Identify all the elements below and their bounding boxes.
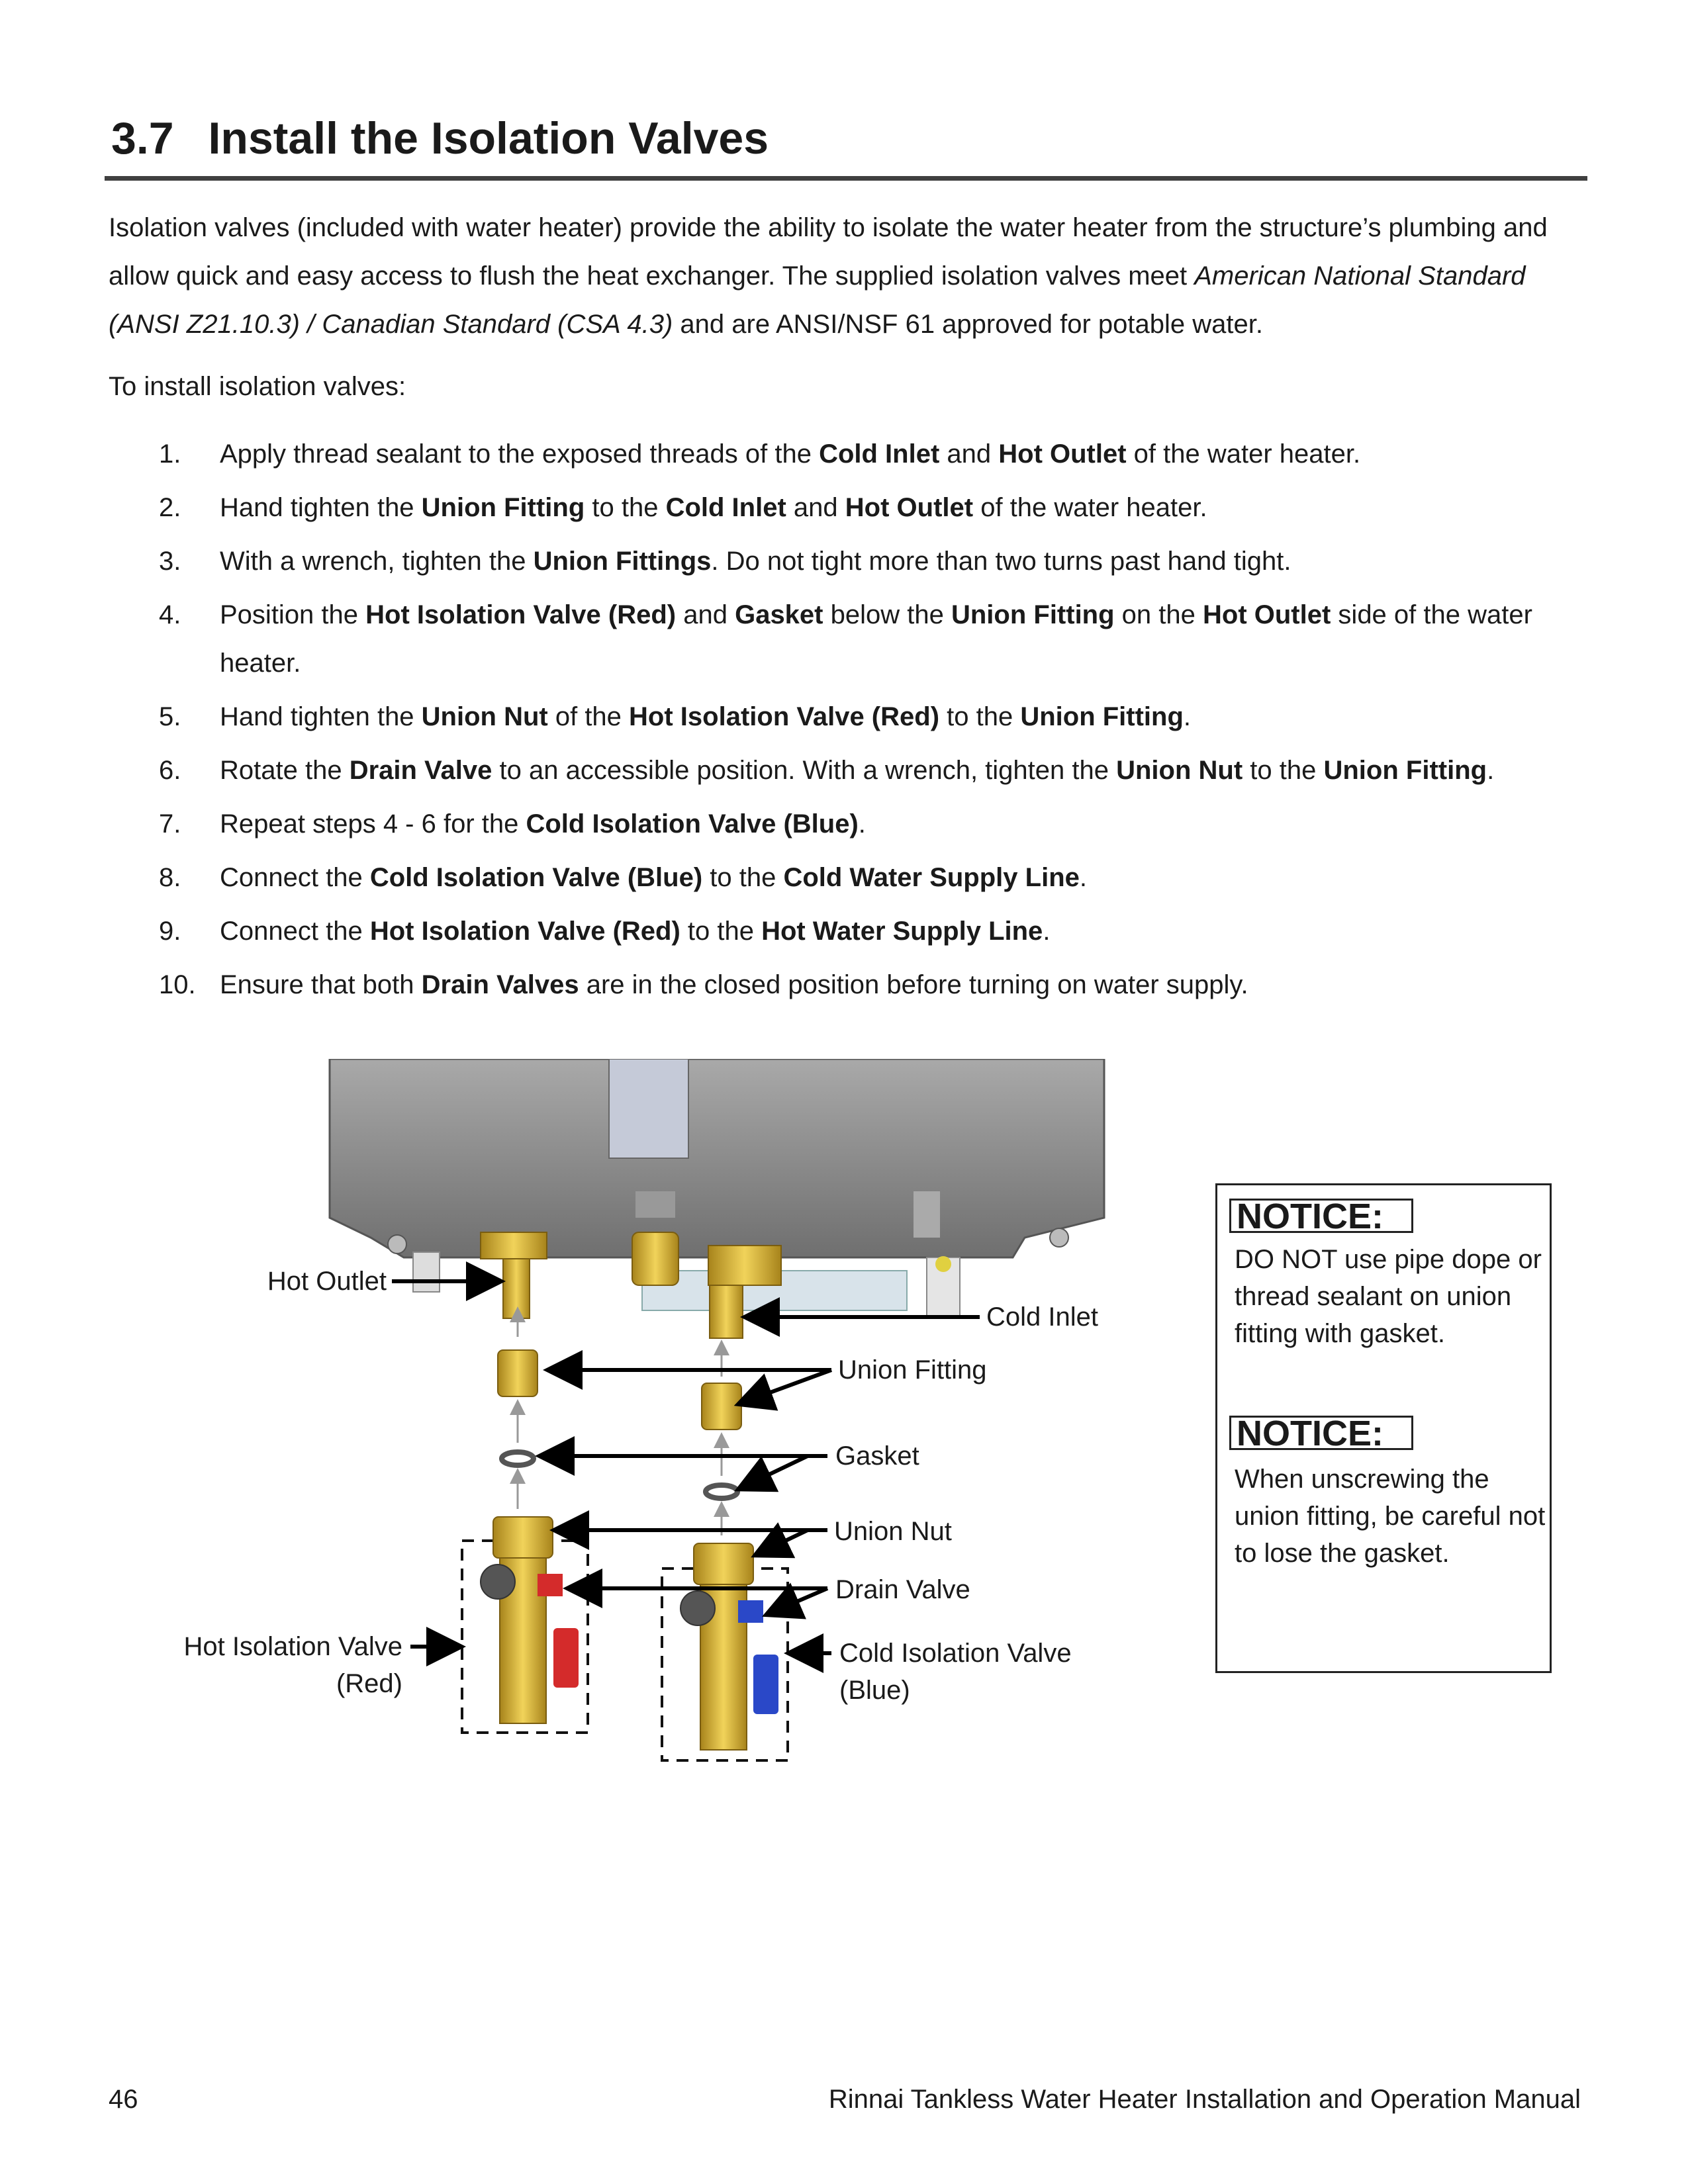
page-number: 46 xyxy=(109,2085,138,2114)
step-number: 5. xyxy=(159,702,181,731)
step-term: Union Nut xyxy=(421,702,548,731)
step-term: Hot Water Supply Line xyxy=(761,917,1043,946)
hot-valve-label-line2: (Red) xyxy=(336,1669,402,1698)
cold-valve-label-line1: Cold Isolation Valve xyxy=(839,1639,1072,1668)
step-term: Union Fitting xyxy=(421,493,585,522)
union-fitting-label: Union Fitting xyxy=(838,1355,987,1385)
step-item xyxy=(109,537,1591,586)
section-title: Install the Isolation Valves xyxy=(208,113,769,163)
step-text: With a wrench, tighten the xyxy=(220,547,534,576)
center-connection xyxy=(632,1232,679,1285)
step-text: . xyxy=(1487,756,1495,785)
step-text: of the water heater. xyxy=(1126,439,1361,469)
step-text: to the xyxy=(585,493,666,522)
step-term: Hot Isolation Valve (Red) xyxy=(629,702,940,731)
step-text: Ensure that both xyxy=(220,970,422,999)
notice-heading-2: NOTICE: xyxy=(1229,1416,1413,1450)
gasket-label: Gasket xyxy=(835,1441,919,1471)
step-number: 10. xyxy=(159,970,196,999)
hot-outlet-connection xyxy=(481,1232,547,1318)
step-term: Hot Isolation Valve (Red) xyxy=(369,917,680,946)
step-item xyxy=(109,907,1591,956)
step-text: of the xyxy=(547,702,630,731)
step-number: 7. xyxy=(159,809,181,839)
step-text: and xyxy=(676,600,735,629)
drain-valve-arrow-cold xyxy=(769,1588,827,1614)
step-text: Position the xyxy=(220,600,366,629)
step-term: Hot Outlet xyxy=(845,493,974,522)
step-number: 4. xyxy=(159,600,181,629)
intro-text-1: Isolation valves (included with water heater) provide the ability to isolate the water heater from the structure’s plumbing and allow quick and easy access to flush the heat exchanger. The supplied isolation valves meet xyxy=(109,213,1548,291)
step-text: Rotate the xyxy=(220,756,350,785)
step-term: Union Fitting xyxy=(951,600,1115,629)
step-term: Cold Isolation Valve (Blue) xyxy=(369,863,703,892)
step-text: are in the closed position before turning on water supply. xyxy=(579,970,1248,999)
step-text: . Do not tight more than two turns past hand tight. xyxy=(711,547,1291,576)
step-item xyxy=(109,693,1591,741)
hot-isolation-valve xyxy=(462,1517,588,1733)
steps-lead: To install isolation valves: xyxy=(109,372,406,401)
notice-text-2: When unscrewing the union fitting, be careful not to lose the gasket. xyxy=(1235,1465,1546,1568)
cold-inlet-label: Cold Inlet xyxy=(986,1302,1098,1332)
step-item xyxy=(109,800,1591,848)
step-text: Hand tighten the xyxy=(220,702,422,731)
drain-valve-label: Drain Valve xyxy=(835,1575,970,1604)
union-nut-label: Union Nut xyxy=(834,1517,952,1546)
step-number: 6. xyxy=(159,756,181,785)
step-term: Union Fitting xyxy=(1020,702,1184,731)
step-text: to the xyxy=(702,863,784,892)
cold-gasket xyxy=(706,1485,737,1498)
step-number: 3. xyxy=(159,547,181,576)
union-fitting-arrow-cold xyxy=(741,1370,831,1403)
notice-box xyxy=(1215,1183,1552,1673)
step-item xyxy=(109,961,1591,1009)
step-text: . xyxy=(858,809,866,839)
notice-text-1: DO NOT use pipe dope or thread sealant on union fitting with gasket. xyxy=(1235,1245,1542,1348)
step-number: 8. xyxy=(159,863,181,892)
step-term: Cold Inlet xyxy=(819,439,940,469)
step-text: and xyxy=(786,493,845,522)
intro-text-2: and are ANSI/NSF 61 approved for potable water. xyxy=(673,310,1263,339)
step-text: on the xyxy=(1114,600,1203,629)
step-item xyxy=(109,484,1591,532)
step-item xyxy=(109,747,1591,795)
step-text: and xyxy=(939,439,999,469)
step-text: Connect the xyxy=(220,863,370,892)
cold-isolation-valve xyxy=(662,1543,788,1760)
step-text: Connect the xyxy=(220,917,370,946)
step-text: to the xyxy=(1243,756,1324,785)
step-text: Hand tighten the xyxy=(220,493,422,522)
step-text: Apply thread sealant to the exposed threads of the xyxy=(220,439,820,469)
hot-outlet-label: Hot Outlet xyxy=(267,1267,387,1296)
gasket-arrow-cold xyxy=(741,1456,808,1488)
step-term: Union Nut xyxy=(1116,756,1243,785)
intro-standard: American National Standard (ANSI Z21.10.3) / Canadian Standard (CSA 4.3) xyxy=(109,261,1526,339)
step-text: . xyxy=(1079,863,1087,892)
step-text: . xyxy=(1183,702,1192,731)
step-item xyxy=(109,430,1591,478)
install-steps-list xyxy=(109,430,1591,1015)
step-text: to the xyxy=(680,917,762,946)
step-term: Drain Valves xyxy=(421,970,579,999)
step-item xyxy=(109,854,1591,902)
step-term: Hot Outlet xyxy=(1203,600,1331,629)
step-text: to an accessible position. With a wrench, tighten the xyxy=(492,756,1117,785)
hot-gasket xyxy=(502,1452,534,1465)
step-text: to the xyxy=(939,702,1021,731)
step-number: 1. xyxy=(159,439,181,469)
section-heading xyxy=(111,113,769,164)
step-text: of the water heater. xyxy=(973,493,1207,522)
hot-union-fitting xyxy=(498,1350,538,1396)
heading-rule xyxy=(105,176,1587,181)
step-term: Union Fittings xyxy=(533,547,712,576)
step-number: 9. xyxy=(159,917,181,946)
step-term: Hot Isolation Valve (Red) xyxy=(365,600,677,629)
section-number: 3.7 xyxy=(111,113,174,163)
cold-valve-label-line2: (Blue) xyxy=(839,1676,910,1705)
union-nut-arrow-cold xyxy=(758,1530,808,1554)
step-term: Cold Inlet xyxy=(665,493,786,522)
step-term: Drain Valve xyxy=(349,756,492,785)
intro-paragraph xyxy=(109,204,1591,349)
step-term: Cold Water Supply Line xyxy=(783,863,1080,892)
step-text: Repeat steps 4 - 6 for the xyxy=(220,809,526,839)
step-term: Gasket xyxy=(735,600,823,629)
notice-heading-1: NOTICE: xyxy=(1229,1199,1413,1233)
step-number: 2. xyxy=(159,493,181,522)
step-item xyxy=(109,591,1591,688)
step-text: below the xyxy=(823,600,951,629)
cold-union-fitting xyxy=(702,1383,741,1430)
step-text: side of the water heater. xyxy=(220,600,1532,678)
step-text: . xyxy=(1043,917,1051,946)
step-term: Union Fitting xyxy=(1323,756,1487,785)
footer-title: Rinnai Tankless Water Heater Installation and Operation Manual xyxy=(828,2085,1581,2114)
step-term: Hot Outlet xyxy=(998,439,1127,469)
hot-valve-label-line1: Hot Isolation Valve xyxy=(183,1632,402,1661)
step-term: Cold Isolation Valve (Blue) xyxy=(526,809,859,839)
